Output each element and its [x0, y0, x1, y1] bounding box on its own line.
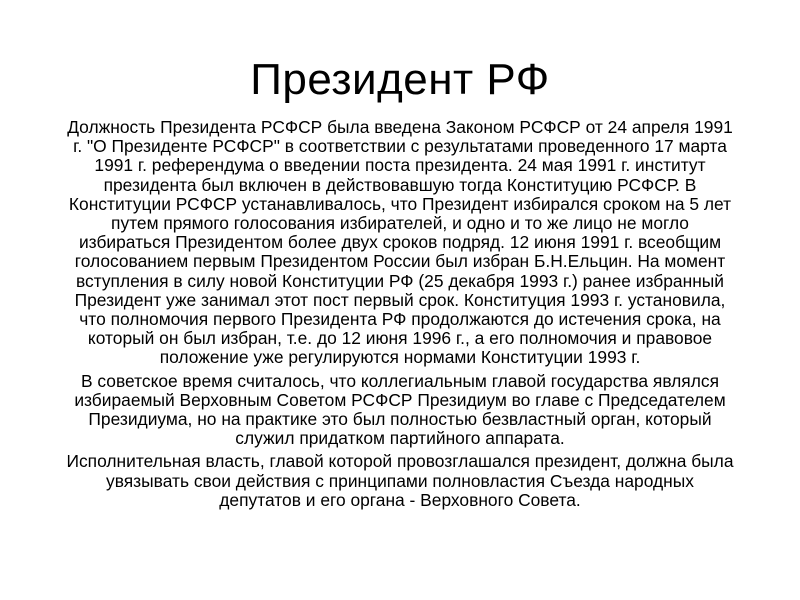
slide-body	[66, 118, 734, 514]
paragraph-soviet-presidium: В советское время считалось, что коллегиальным главой государства являлся избираемый Верховным Советом РСФСР Президиум во главе с Председателем Президиума, но на практике это был полностью безвластный орган, который служил придатком партийного аппарата.	[74, 370, 726, 449]
paragraph-executive-power: Исполнительная власть, главой которой провозглашался президент, должна была увязывать свои действия с принципами полновластия Съезда народных депутатов и его органа - Верховного Совета.	[66, 451, 734, 510]
slide-title: Президент РФ	[250, 55, 550, 104]
paragraph-president-history: Должность Президента РСФСР была введена Законом РСФСР от 24 апреля 1991 г. "О Президенте РСФСР" в соответствии с результатами проведенного 17 марта 1991 г. референдума о введении поста президента. 24 мая 1991 г. институт президента был включен в действовавшую тогда Конституцию РСФСР. В Конституции РСФСР устанавливалось, что Президент избирался сроком на 5 лет путем прямого голосования избирателей, и одно и то же лицо не могло избираться Президентом более двух сроков подряд. 12 июня 1991 г. всеобщим голосованием первым Президентом России был избран Б.Н.Ельцин. На момент вступления в силу новой Конституции РФ (25 декабря 1993 г.) ранее избранный Президент уже занимал этот пост первый срок. Конституция 1993 г. установила, что полномочия первого Президента РФ продолжаются до истечения срока, на который он был избран, т.е. до 12 июня 1996 г., а его полномочия и правовое положение уже регулируются нормами Конституции 1993 г.	[67, 117, 733, 368]
